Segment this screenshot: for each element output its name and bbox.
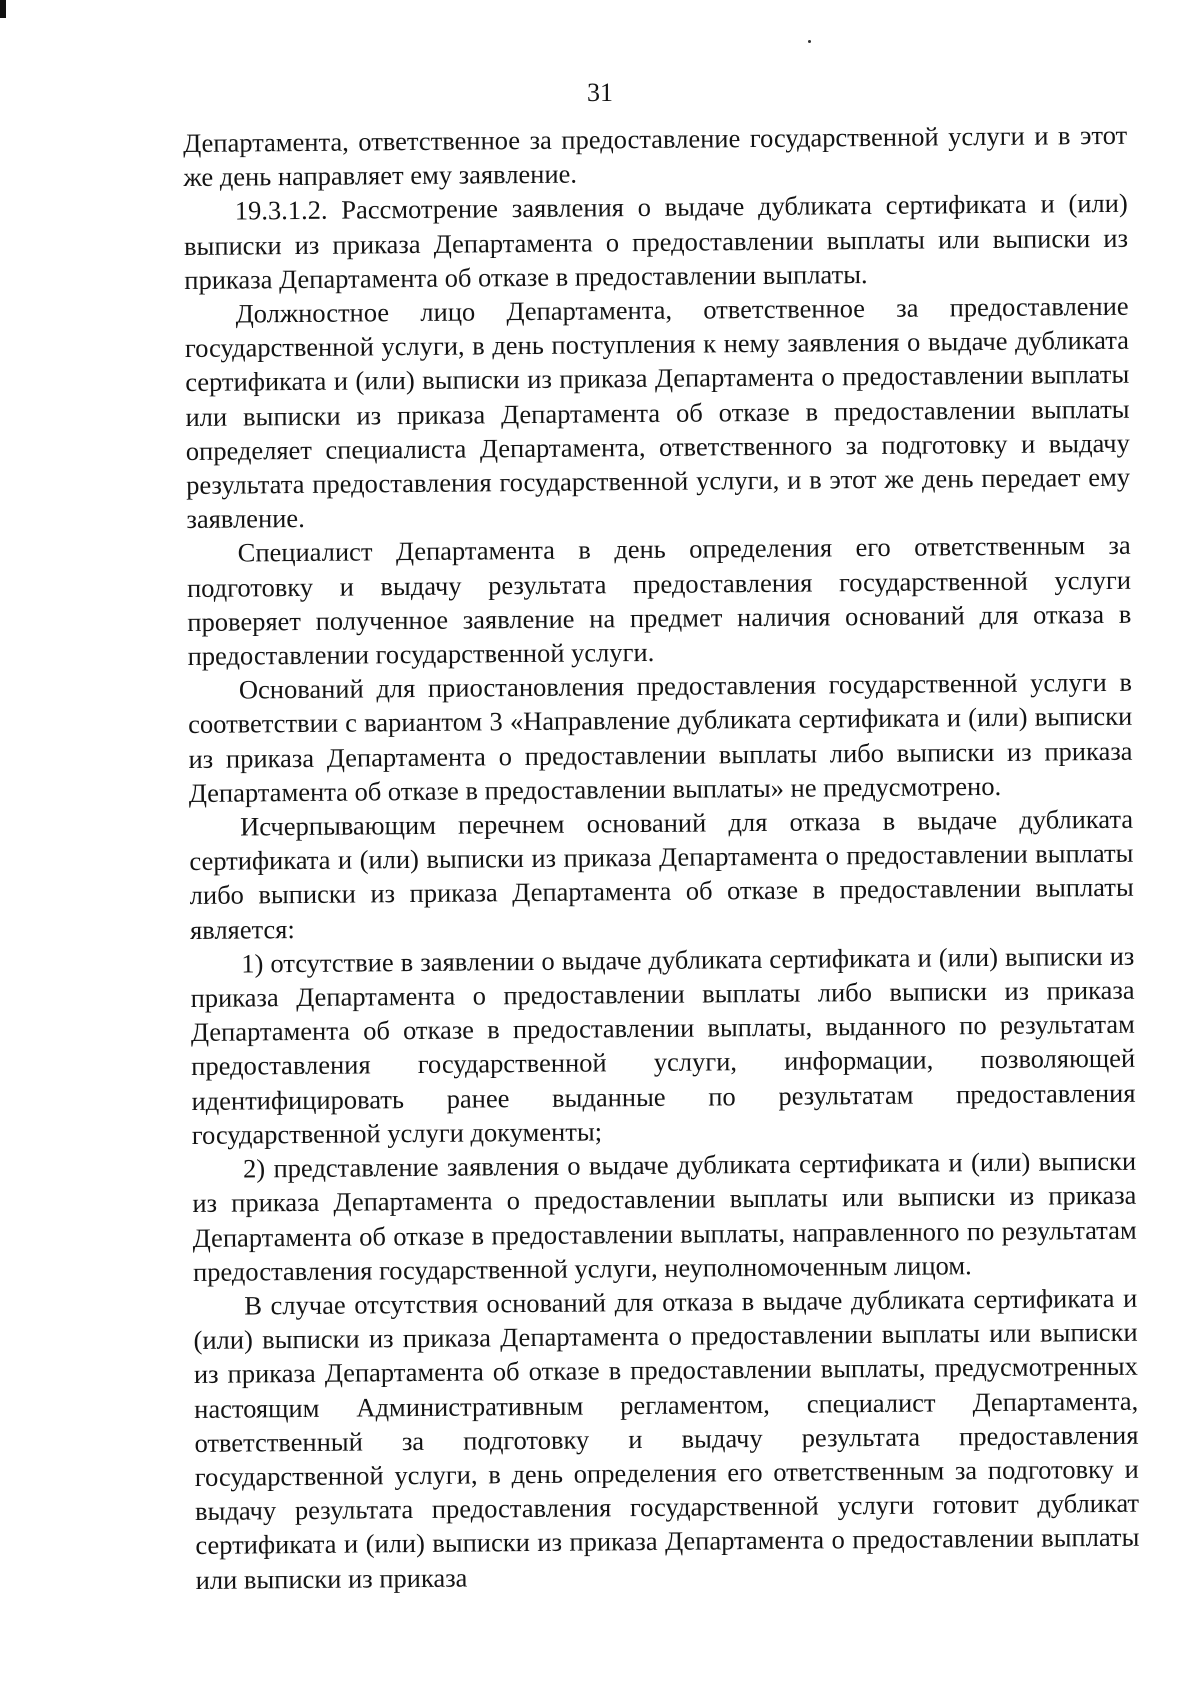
list-item-1: 1) отсутствие в заявлении о выдаче дубликата сертификата и (или) выписки из приказа Департамента о предоставлении выплаты либо выписки из приказа Департамента об отказе в предоставлении выплаты, выданного по результатам предоставления государственной услуги, информации, позволяющей идентифицировать ранее выданные по результатам предоставления государственной услуги документы; <box>190 940 1136 1150</box>
scan-speck <box>808 40 811 43</box>
paragraph-section-19-3-1-2: 19.3.1.2. Рассмотрение заявления о выдаче дубликата сертификата и (или) выписки из приказа Департамента о предоставлении выплаты или выписки из приказа Департамента об отказе в предоставлении выплаты. <box>183 188 1129 295</box>
paragraph-specialist-check: Специалист Департамента в день определения его ответственным за подготовку и выдачу результата предоставления государственной услуги проверяет полученное заявление на предмет наличия оснований для отказа в предоставлении государственной услуги. <box>186 530 1132 672</box>
paragraph-duplicate-preparation: В случае отсутствия оснований для отказа в выдаче дубликата сертификата и (или) выписки из приказа Департамента о предоставлении выплаты или выписки из приказа Департамента об отказе в предоставлении выплаты, предусмотренных настоящим Административным регламентом, специалист Департамента, ответственный за подготовку и выдачу результата предоставления государственной услуги, в день определения его ответственным за подготовку и выдачу результата предоставления государственной услуги готовит дубликат сертификата и (или) выписки из приказа Департамента о предоставлении выплаты или выписки из приказа <box>193 1282 1140 1595</box>
paragraph-official: Должностное лицо Департамента, ответственное за предоставление государственной услуги, в день поступления к нему заявления о выдаче дубликата сертификата и (или) выписки из приказа Департамента о предоставлении выплаты или выписки из приказа Департамента об отказе в предоставлении выплаты определяет специалиста Департамента, ответственного за подготовку и выдачу результата предоставления государственной услуги, и в этот же день передает ему заявление. <box>184 290 1131 535</box>
page-number: 31 <box>587 78 613 107</box>
paragraph-no-suspension: Оснований для приостановления предоставления государственной услуги в соответствии с вариантом 3 «Направление дубликата сертификата и (или) выписки из приказа Департамента о предоставлении выплаты либо выписки из приказа Департамента об отказе в предоставлении выплаты» не предусмотрено. <box>188 666 1133 808</box>
list-item-2: 2) представление заявления о выдаче дубликата сертификата и (или) выписки из приказа Департамента о предоставлении выплаты или выписки из приказа Департамента об отказе в предоставлении выплаты, направленного по результатам предоставления государственной услуги, неуполномоченным лицом. <box>192 1145 1137 1287</box>
document-body <box>183 118 1140 1597</box>
scan-edge-mark <box>0 0 6 18</box>
paragraph-refusal-grounds: Исчерпывающим перечнем оснований для отказа в выдаче дубликата сертификата и (или) выписки из приказа Департамента о предоставлении выплаты либо выписки из приказа Департамента об отказе в предоставлении выплаты является: <box>189 803 1134 945</box>
paragraph-continuation: Департамента, ответственное за предоставление государственной услуги и в этот же день направляет ему заявление. <box>183 119 1128 193</box>
